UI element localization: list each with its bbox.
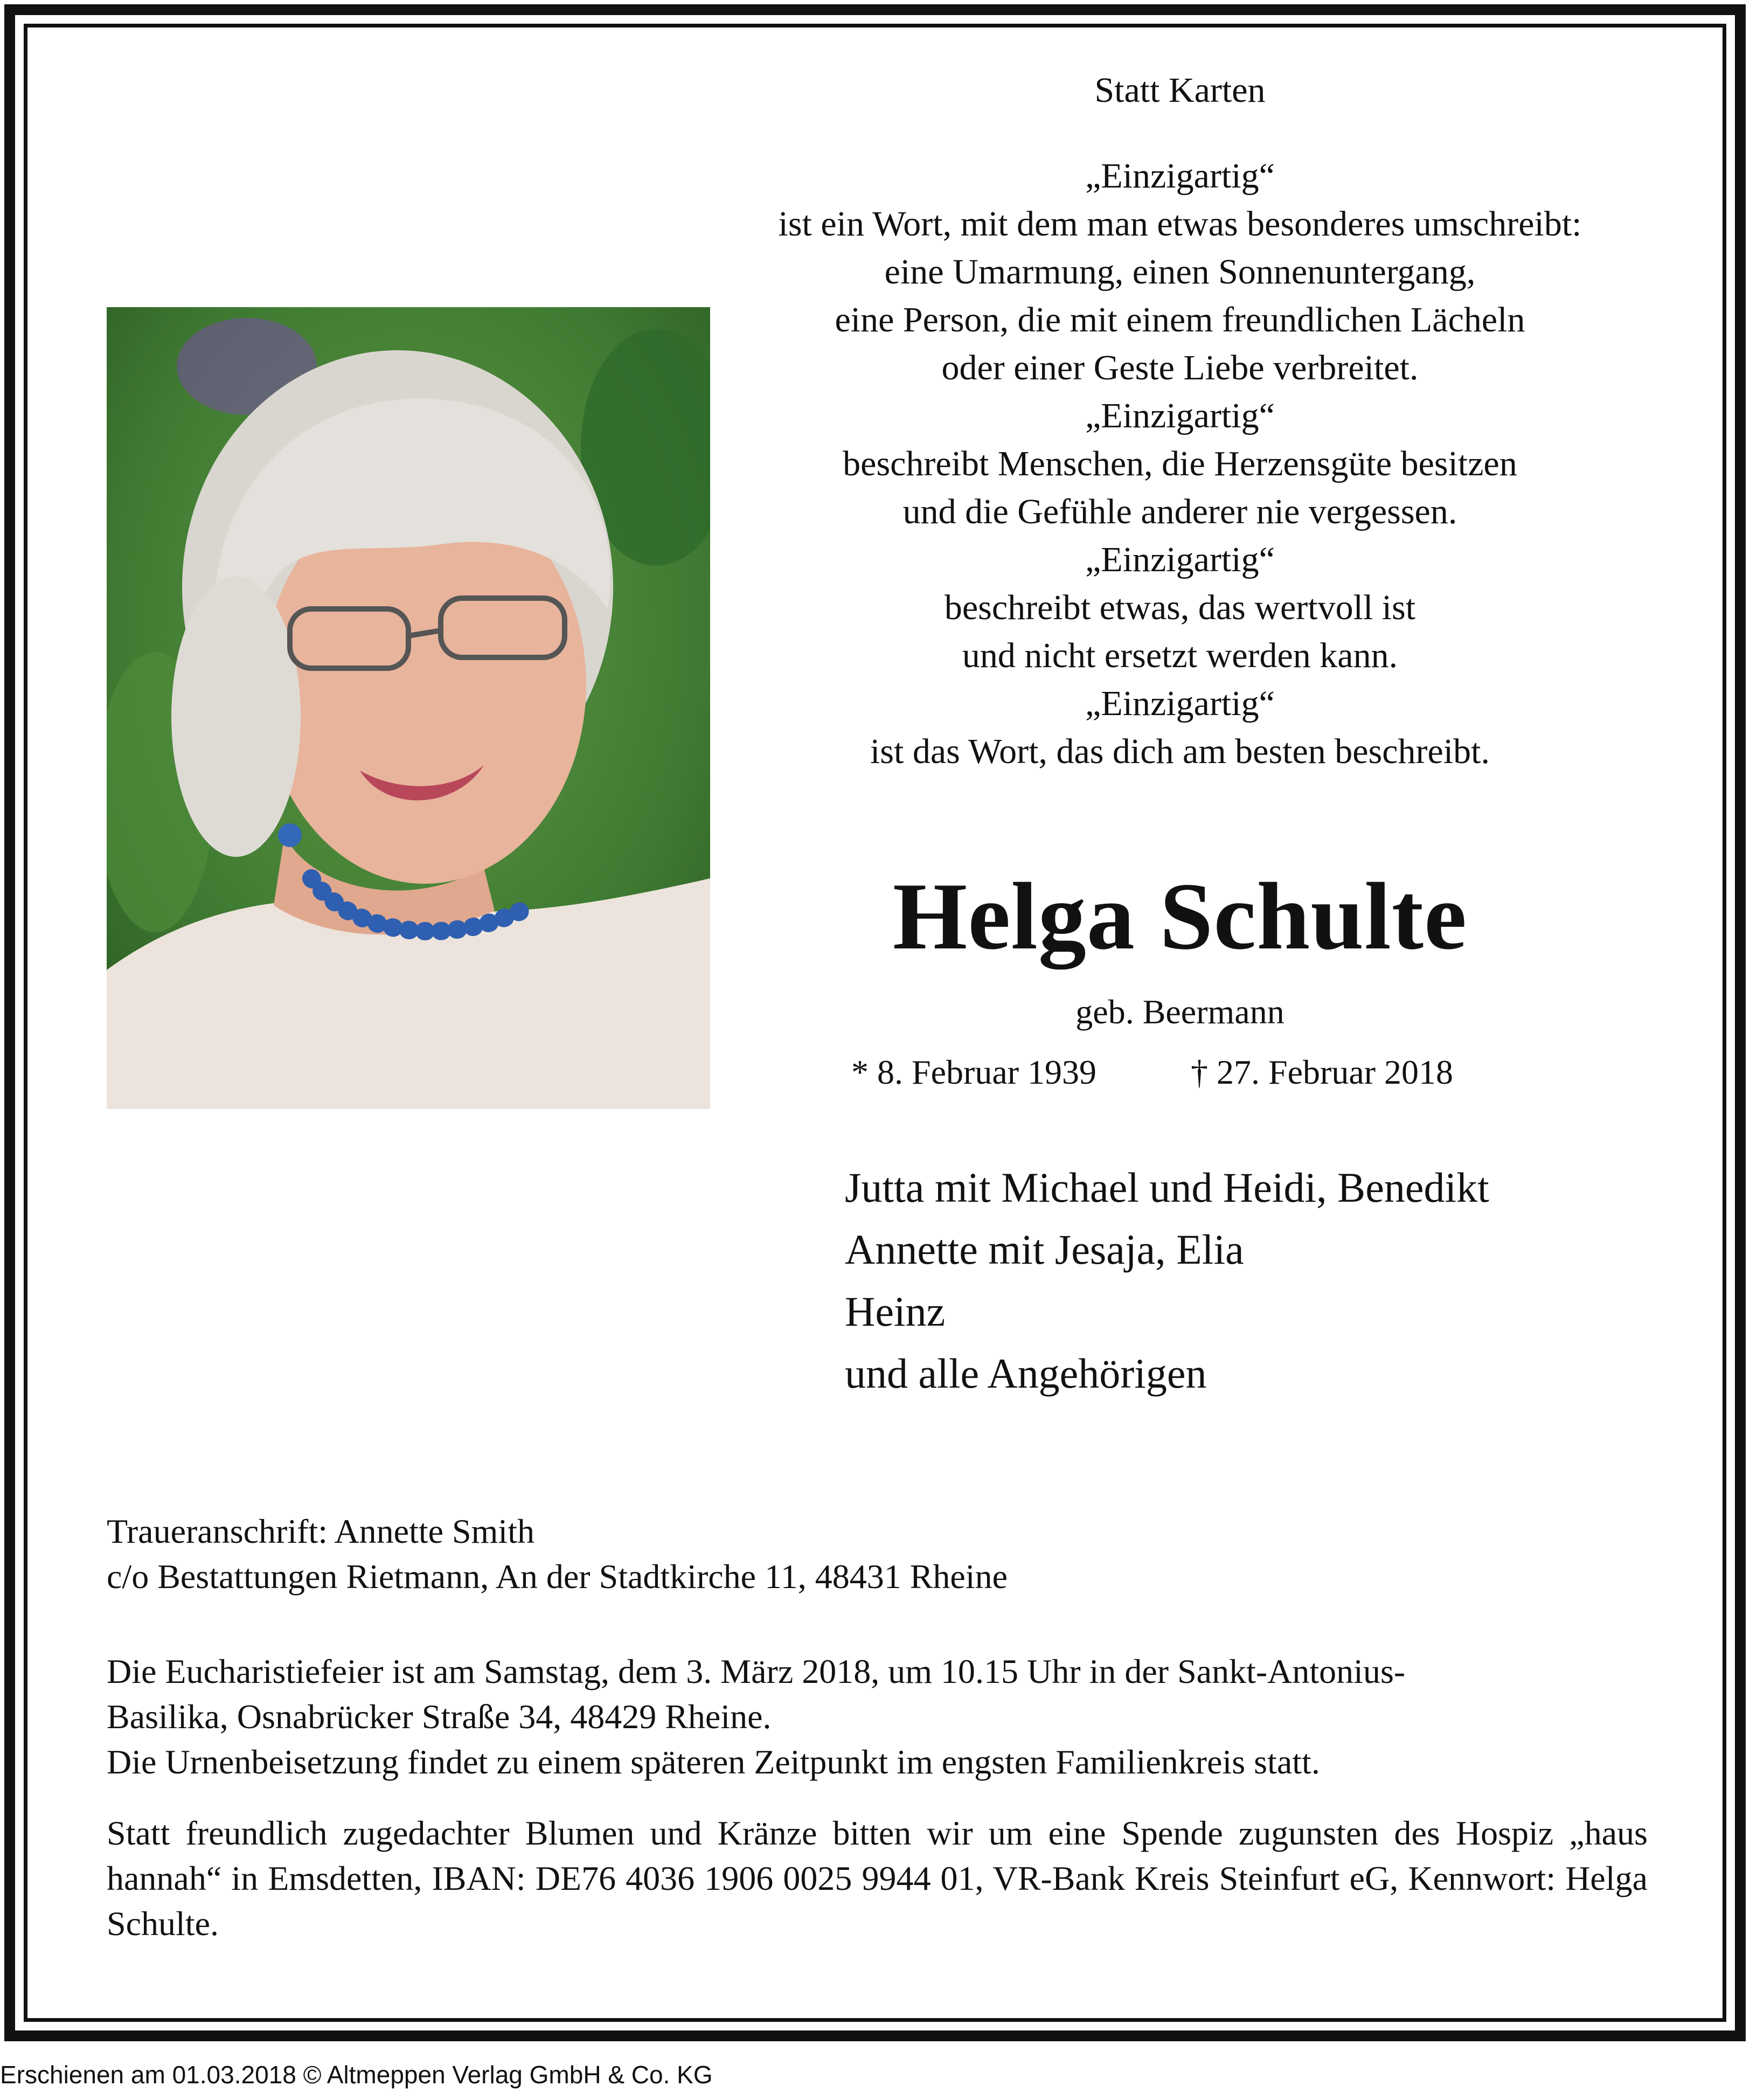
- poem-line: ist ein Wort, mit dem man etwas besonderes umschreibt:: [778, 204, 1582, 244]
- service-info: [107, 1649, 1648, 1785]
- poem-line: eine Umarmung, einen Sonnenuntergang,: [884, 252, 1476, 292]
- poem-line: oder einer Geste Liebe verbreitet.: [941, 348, 1419, 387]
- portrait-image: [107, 307, 710, 1109]
- service-line: Die Eucharistiefeier ist am Samstag, dem 3. März 2018, um 10.15 Uhr in der Sankt-Antonius-: [107, 1652, 1406, 1690]
- mourner-line: Heinz: [845, 1288, 946, 1335]
- poem-line: beschreibt Menschen, die Herzensgüte besitzen: [843, 444, 1517, 483]
- poem-line: „Einzigartig“: [1085, 396, 1275, 435]
- portrait-photo: [107, 307, 710, 1109]
- mourning-address: [107, 1509, 1648, 1599]
- maiden-name: geb. Beermann: [1075, 993, 1284, 1031]
- poem-line: „Einzigartig“: [1085, 156, 1275, 196]
- address-line: Traueranschrift: Annette Smith: [107, 1512, 534, 1550]
- publication-footer: Erschienen am 01.03.2018 © Altmeppen Verlag GmbH & Co. KG: [0, 2061, 713, 2089]
- poem-line: und die Gefühle anderer nie vergessen.: [902, 492, 1457, 531]
- service-line: Basilika, Osnabrücker Straße 34, 48429 Rheine.: [107, 1697, 772, 1736]
- poem: [706, 152, 1654, 775]
- death-date: † 27. Februar 2018: [1191, 1053, 1454, 1091]
- poem-line: und nicht ersetzt werden kann.: [962, 636, 1398, 675]
- donation-request: Statt freundlich zugedachter Blumen und Kränze bitten wir um eine Spende zugunsten des Hospiz „haus hannah“ in Emsdetten, IBAN: DE76 4036 1906 0025 9944 01, VR-Bank Kreis Steinfurt eG, Kennwort: Helga Schulte.: [107, 1814, 1648, 1943]
- poem-line: „Einzigartig“: [1085, 684, 1275, 723]
- poem-line: „Einzigartig“: [1085, 540, 1275, 579]
- poem-line: eine Person, die mit einem freundlichen Lächeln: [835, 300, 1525, 339]
- poem-line: ist das Wort, das dich am besten beschreibt.: [870, 732, 1490, 771]
- header-statt-karten: Statt Karten: [1094, 71, 1266, 110]
- address-line: c/o Bestattungen Rietmann, An der Stadtkirche 11, 48431 Rheine: [107, 1557, 1008, 1596]
- mourner-line: und alle Angehörigen: [845, 1350, 1207, 1397]
- mourner-line: Jutta mit Michael und Heidi, Benedikt: [845, 1164, 1489, 1211]
- service-line: Die Urnenbeisetzung findet zu einem späteren Zeitpunkt im engsten Familienkreis statt.: [107, 1743, 1320, 1781]
- deceased-name: Helga Schulte: [892, 863, 1468, 969]
- mourner-line: Annette mit Jesaja, Elia: [845, 1226, 1244, 1273]
- mourners-list: [845, 1156, 1489, 1404]
- poem-line: beschreibt etwas, das wertvoll ist: [944, 588, 1416, 627]
- birth-date: * 8. Februar 1939: [851, 1053, 1097, 1091]
